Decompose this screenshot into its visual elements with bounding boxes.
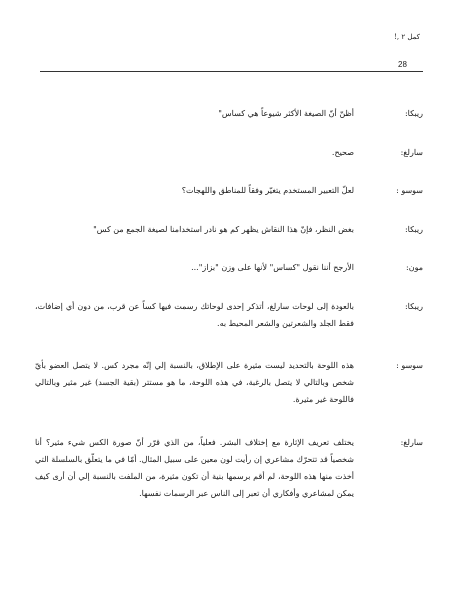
speaker-name: مون: [406, 263, 423, 272]
dialogue-text: بغض النظر، فإنّ هذا النقاش يظهر كم هو نادر استخدامنا لصيغة الجمع من كس" [93, 225, 354, 234]
dialogue-text: الأرجح أننا نقول "كساس" لأنها على وزن "بزاز"... [191, 263, 354, 272]
dialogue-turn [35, 105, 423, 122]
dialogue-text: يختلف تعريف الإثارة مع إختلاف البشر. فعلياً، من الذي قرّر أنّ صورة الكس شيء مثير؟ أنا شخصياً قد تتحرّك مشاعري إن رأيت لون معين على سبيل المثال. أمّا في ما يتعلّق بالسلسلة التي أخذت منها هذه اللوحة، لم أقم برسمها بنية أن تكون مثيرة، من الملفت بالنسبة إلي أن أرى كيف يمكن لمشاعري وأفكاري أن تعبر إلى الناس عبر الرسمات نفسها. [35, 438, 354, 498]
dialogue-turn [35, 221, 423, 238]
dialogue-turn [35, 259, 423, 276]
dialogue-text: هذه اللوحة بالتحديد ليست مثيرة على الإطلاق، بالنسبة إلي إنّه مجرد كس. لا يتصل العضو بأيّ شخص وبالتالي لا يتصل بالرغبة، في هذه اللوحة، ما هو مستتر (بقية الجسد) غير مثير وبالتالي فاللوحة غير مثيرة. [35, 361, 354, 404]
running-header: كمل ٢ ,! [394, 33, 420, 41]
dialogue-turn [35, 144, 423, 161]
dialogue-text: لعلّ التعبير المستخدم يتغيّر وفقاً للمناطق واللهجات؟ [181, 186, 354, 195]
dialogue-text: بالعودة إلى لوحات سارلغ، أتذكر إحدى لوحاتك رسمت فيها كساً عن قرب، من دون أي إضافات، فقط الجلد والشعرتين والشعر المحيط به. [35, 302, 354, 328]
dialogue-text: أظنّ أنّ الصيغة الأكثر شيوعاً هي كساس" [218, 109, 354, 118]
dialogue-turn [35, 434, 423, 502]
speaker-name: ريبكا: [404, 225, 423, 234]
speaker-name: سارلغ: [400, 438, 423, 447]
dialogue-turn [35, 357, 423, 408]
speaker-name: سوسو : [396, 186, 423, 195]
speaker-name: ريبكا: [404, 109, 423, 118]
dialogue-turn [35, 182, 423, 199]
header-rule [40, 71, 423, 72]
speaker-name: ريبكا: [404, 302, 423, 311]
speaker-name: سارلغ: [400, 148, 423, 157]
page-number: 28 [398, 60, 407, 69]
speaker-name: سوسو : [396, 361, 423, 370]
dialogue-text: صحيح. [331, 148, 354, 157]
dialogue-turn [35, 298, 423, 332]
